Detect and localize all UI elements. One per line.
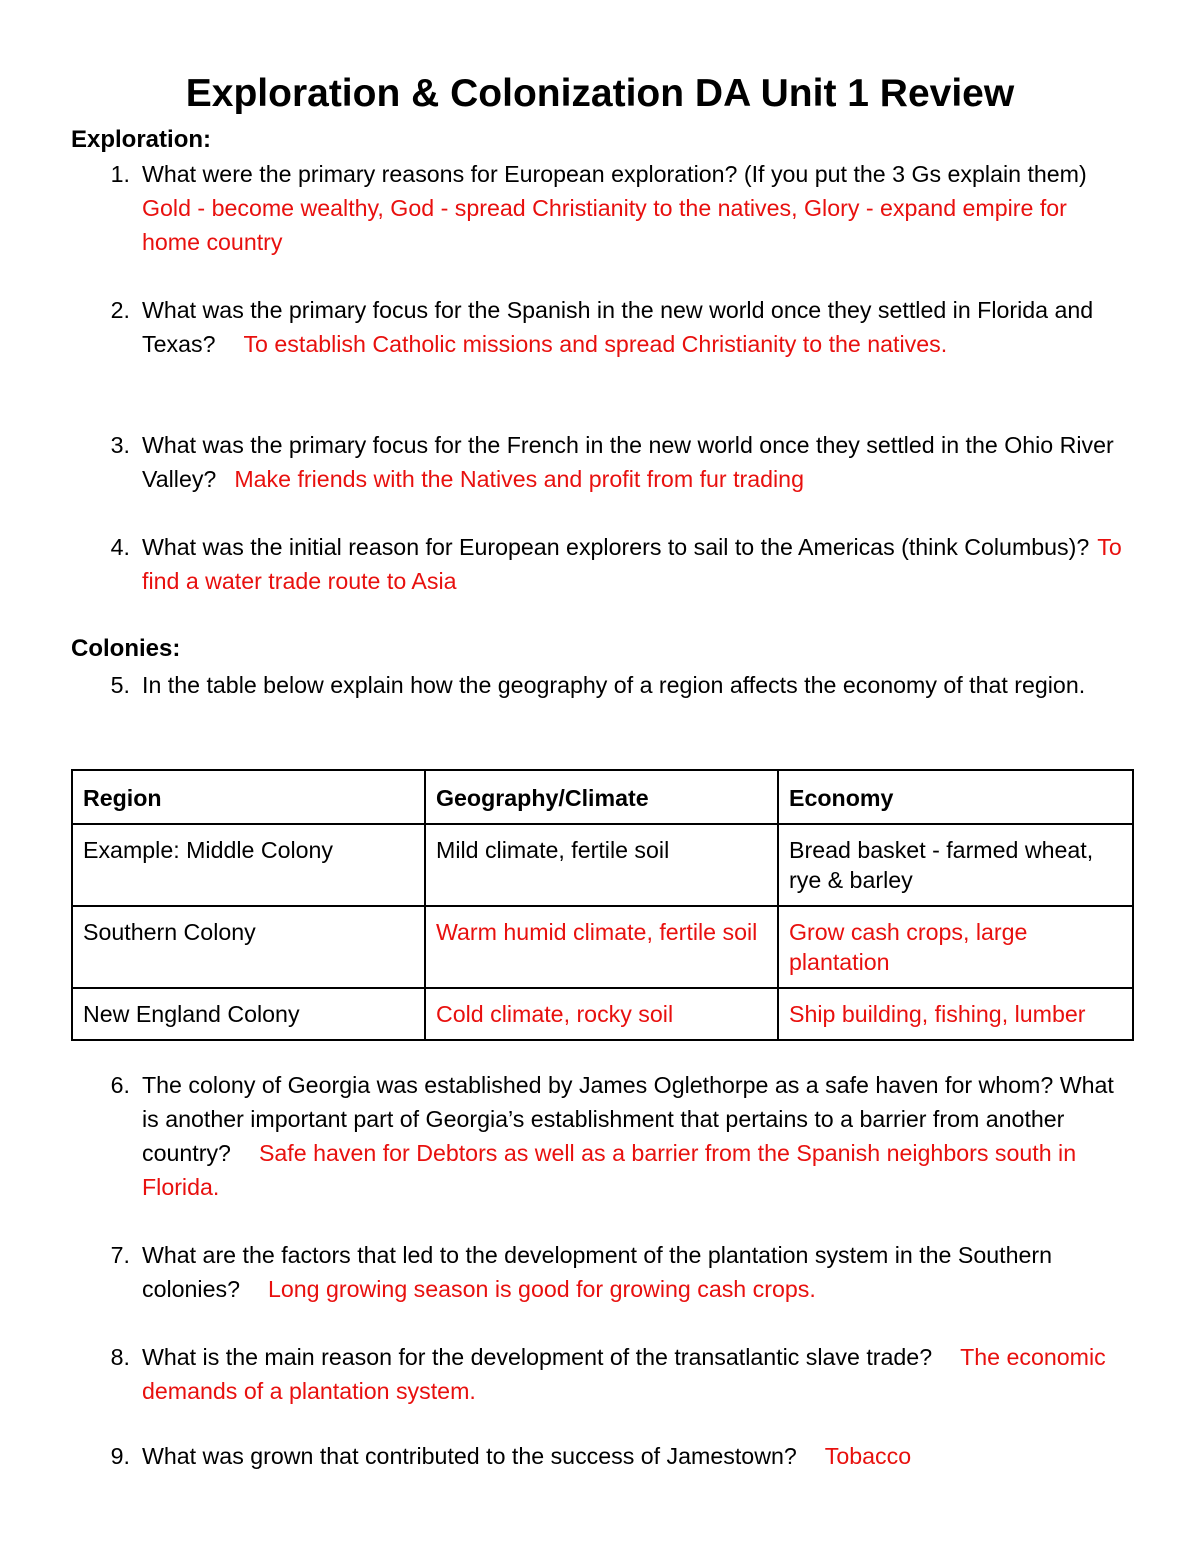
- table-row: [72, 906, 1133, 988]
- region-cell: Southern Colony: [72, 906, 425, 988]
- question-text: What were the primary reasons for European exploration? (If you put the 3 Gs explain them): [142, 161, 1087, 187]
- question-number: 5.: [110, 672, 130, 698]
- question-text: What are the factors that led to the development of the plantation system in the Southern colonies?: [142, 1242, 1053, 1302]
- question-number: 8.: [110, 1344, 130, 1370]
- question-number: 1.: [110, 161, 130, 187]
- question-1: [100, 157, 1130, 259]
- question-9: [100, 1439, 1130, 1473]
- question-text: In the table below explain how the geography of a region affects the economy of that region.: [142, 672, 1086, 698]
- question-text: What was the initial reason for European explorers to sail to the Americas (think Columbus)?: [142, 534, 1090, 560]
- answer-text: Make friends with the Natives and profit from fur trading: [234, 466, 804, 492]
- economy-cell: Bread basket - farmed wheat, rye & barley: [778, 824, 1133, 906]
- question-number: 6.: [110, 1072, 130, 1098]
- question-2: [100, 293, 1130, 361]
- table-header-cell: Economy: [778, 770, 1133, 824]
- question-text: What is the main reason for the development of the transatlantic slave trade?: [142, 1344, 933, 1370]
- economy-cell: Grow cash crops, large plantation: [778, 906, 1133, 988]
- answer-text: Long growing season is good for growing cash crops.: [267, 1276, 816, 1302]
- answer-text: To establish Catholic missions and spread Christianity to the natives.: [243, 331, 948, 357]
- question-text: What was the primary focus for the Spanish in the new world once they settled in Florida and Texas?: [142, 297, 1094, 357]
- page-title: Exploration & Colonization DA Unit 1 Review: [185, 72, 1015, 115]
- answer-text: The economic demands of a plantation system.: [142, 1344, 1106, 1404]
- region-table: [71, 769, 1134, 1041]
- answer-text: To find a water trade route to Asia: [142, 534, 1122, 594]
- table-header-cell: Geography/Climate: [425, 770, 778, 824]
- question-text: The colony of Georgia was established by James Oglethorpe as a safe haven for whom? What is another important part of Georgia’s establishment that pertains to a barrier from another country?: [142, 1072, 1114, 1166]
- question-number: 4.: [110, 534, 130, 560]
- region-cell: New England Colony: [72, 988, 425, 1040]
- question-number: 2.: [110, 297, 130, 323]
- answer-text: Tobacco: [824, 1443, 912, 1469]
- table-row: [72, 824, 1133, 906]
- region-cell: Example: Middle Colony: [72, 824, 425, 906]
- question-number: 3.: [110, 432, 130, 458]
- question-number: 7.: [110, 1242, 130, 1268]
- geography-cell: Cold climate, rocky soil: [425, 988, 778, 1040]
- question-6: [100, 1068, 1130, 1204]
- question-5: [100, 668, 1130, 702]
- question-8: [100, 1340, 1130, 1408]
- table-header-row: [72, 770, 1133, 824]
- table-header-cell: Region: [72, 770, 425, 824]
- answer-text: Safe haven for Debtors as well as a barrier from the Spanish neighbors south in Florida.: [142, 1140, 1077, 1200]
- section-heading-exploration: Exploration:: [71, 126, 212, 153]
- question-4: [100, 530, 1130, 598]
- section-heading-colonies: Colonies:: [71, 635, 181, 662]
- answer-text: Gold - become wealthy, God - spread Christianity to the natives, Glory - expand empire for home country: [142, 195, 1067, 255]
- economy-cell: Ship building, fishing, lumber: [778, 988, 1133, 1040]
- question-7: [100, 1238, 1130, 1306]
- geography-cell: Warm humid climate, fertile soil: [425, 906, 778, 988]
- question-text: What was the primary focus for the French in the new world once they settled in the Ohio River Valley?: [142, 432, 1114, 492]
- geography-cell: Mild climate, fertile soil: [425, 824, 778, 906]
- question-number: 9.: [110, 1443, 130, 1469]
- question-3: [100, 428, 1130, 496]
- question-text: What was grown that contributed to the success of Jamestown?: [142, 1443, 797, 1469]
- table-row: [72, 988, 1133, 1040]
